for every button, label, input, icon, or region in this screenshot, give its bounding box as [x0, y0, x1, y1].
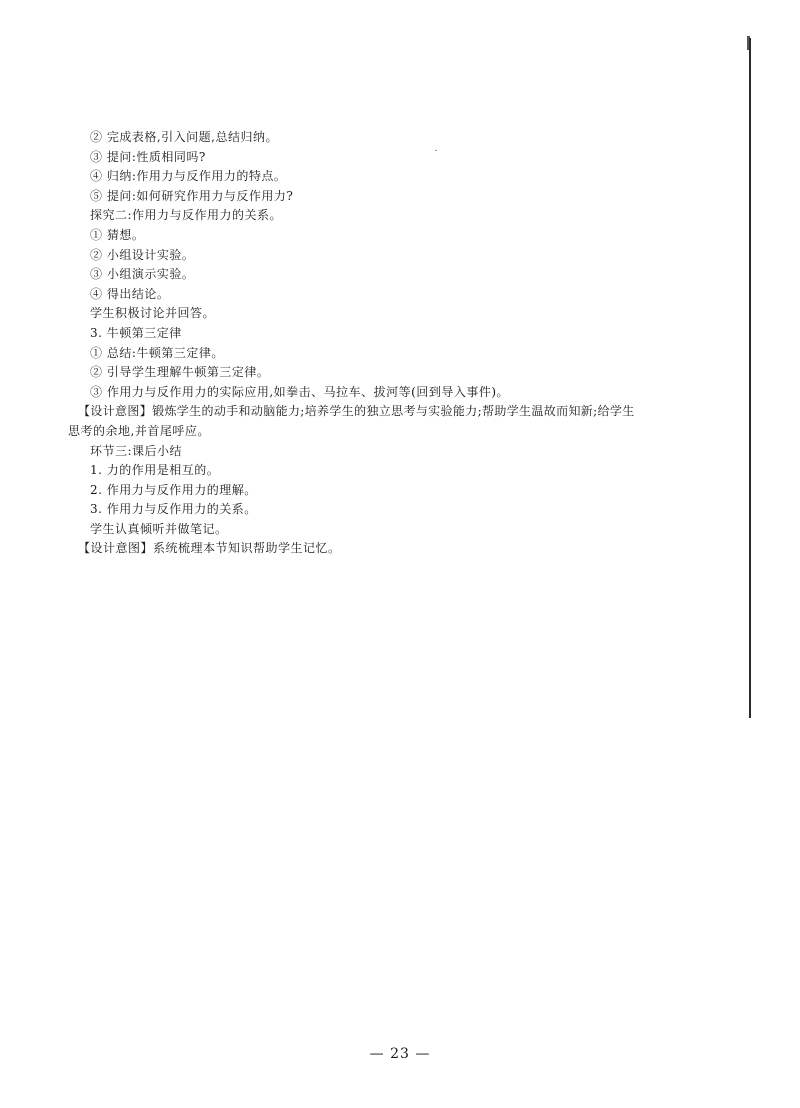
text-line: ④ 归纳:作用力与反作用力的特点。: [90, 169, 287, 184]
text-line: ③ 提问:性质相同吗?: [90, 149, 206, 164]
design-intent-line: 思考的余地,并首尾呼应。: [68, 423, 210, 438]
section-heading: 3. 牛顿第三定律: [90, 325, 182, 340]
section-heading: 探究二:作用力与反作用力的关系。: [90, 208, 283, 223]
text-line: ② 小组设计实验。: [90, 247, 195, 262]
page-number: — 23 —: [369, 1046, 431, 1062]
text-line: ④ 得出结论。: [90, 286, 170, 301]
section-heading: 环节三:课后小结: [90, 443, 183, 458]
text-line: 学生认真倾听并做笔记。: [90, 521, 228, 536]
text-line: ③ 小组演示实验。: [90, 267, 195, 282]
text-line: ② 完成表格,引入问题,总结归纳。: [90, 130, 278, 144]
text-line: ② 引导学生理解牛顿第三定律。: [90, 365, 270, 380]
text-line: 学生积极讨论并回答。: [90, 306, 216, 321]
design-intent-line: 【设计意图】锻炼学生的动手和动脑能力;培养学生的独立思考与实验能力;帮助学生温故而知新;给学生: [78, 404, 635, 419]
text-line: ① 猜想。: [90, 227, 145, 242]
text-line: 1. 力的作用是相互的。: [90, 463, 220, 478]
body-text: [68, 128, 708, 559]
text-line: 3. 作用力与反作用力的关系。: [90, 502, 257, 517]
text-line: ⑤ 提问:如何研究作用力与反作用力?: [90, 188, 294, 203]
text-line: ① 总结:牛顿第三定律。: [90, 345, 224, 360]
scan-edge-line: [749, 38, 751, 718]
text-line: 2. 作用力与反作用力的理解。: [90, 482, 257, 497]
design-intent-line: 【设计意图】系统梳理本节知识帮助学生记忆。: [78, 541, 341, 556]
text-line: ③ 作用力与反作用力的实际应用,如拳击、马拉车、拔河等(回到导入事件)。: [90, 384, 509, 399]
